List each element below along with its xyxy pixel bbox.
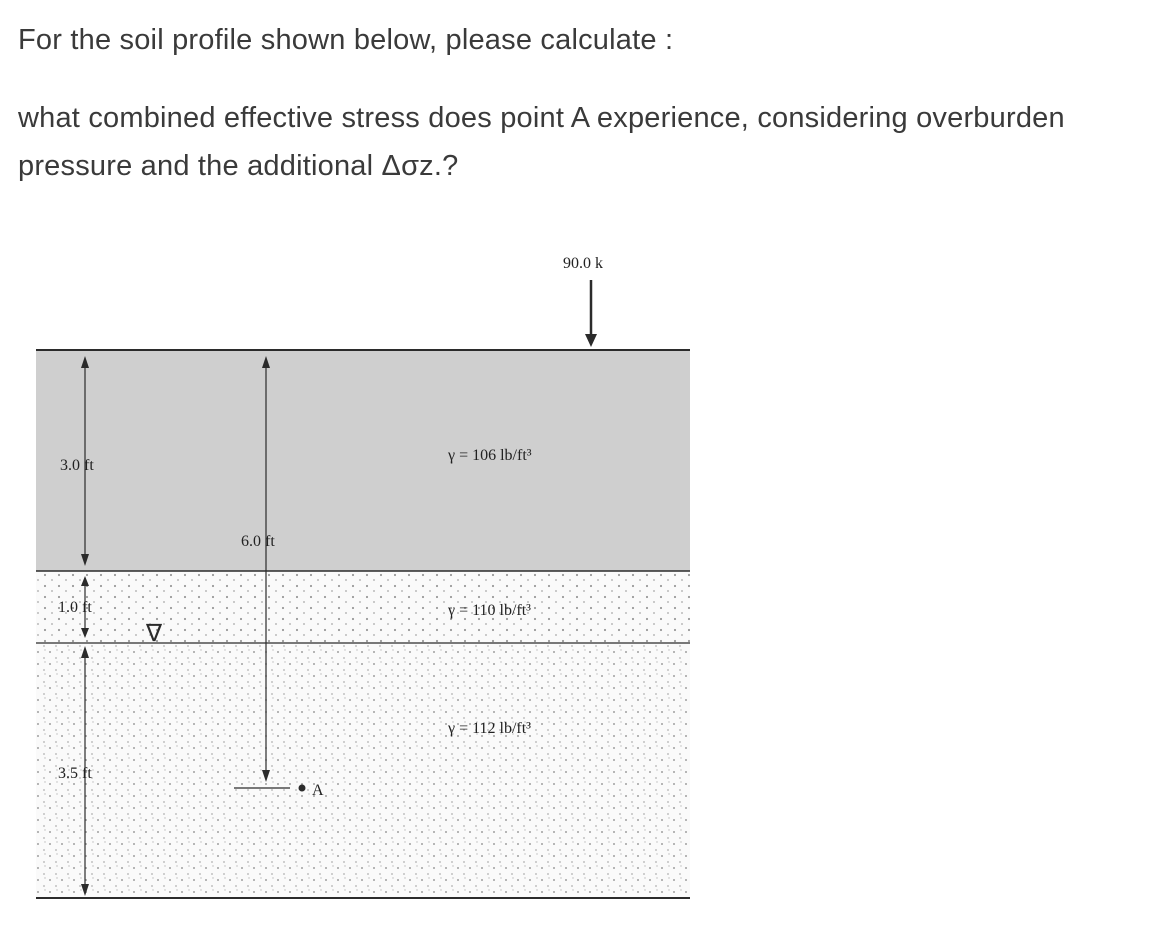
point-A-label: A <box>312 782 324 799</box>
dim-label-layer3: 3.5 ft <box>58 765 92 782</box>
unit-weight-layer3: γ = 112 lb/ft³ <box>448 720 531 737</box>
dim-label-layer1: 3.0 ft <box>60 457 94 474</box>
unit-weight-layer2: γ = 110 lb/ft³ <box>448 602 531 619</box>
water-table-icon: ∇ <box>146 619 163 647</box>
load-label: 90.0 k <box>563 255 603 272</box>
question-line-2: what combined effective stress does point A experience, considering overburden pressure and the additional Δσz.? <box>18 102 1065 182</box>
dim-label-depth-A: 6.0 ft <box>241 533 275 550</box>
point-A-marker <box>299 785 306 792</box>
load-arrowhead <box>585 334 597 347</box>
unit-weight-layer1: γ = 106 lb/ft³ <box>448 447 532 464</box>
clay-layer <box>36 350 690 571</box>
question-line-1: For the soil profile shown below, please calculate : <box>18 24 674 56</box>
dim-label-layer2: 1.0 ft <box>58 599 92 616</box>
